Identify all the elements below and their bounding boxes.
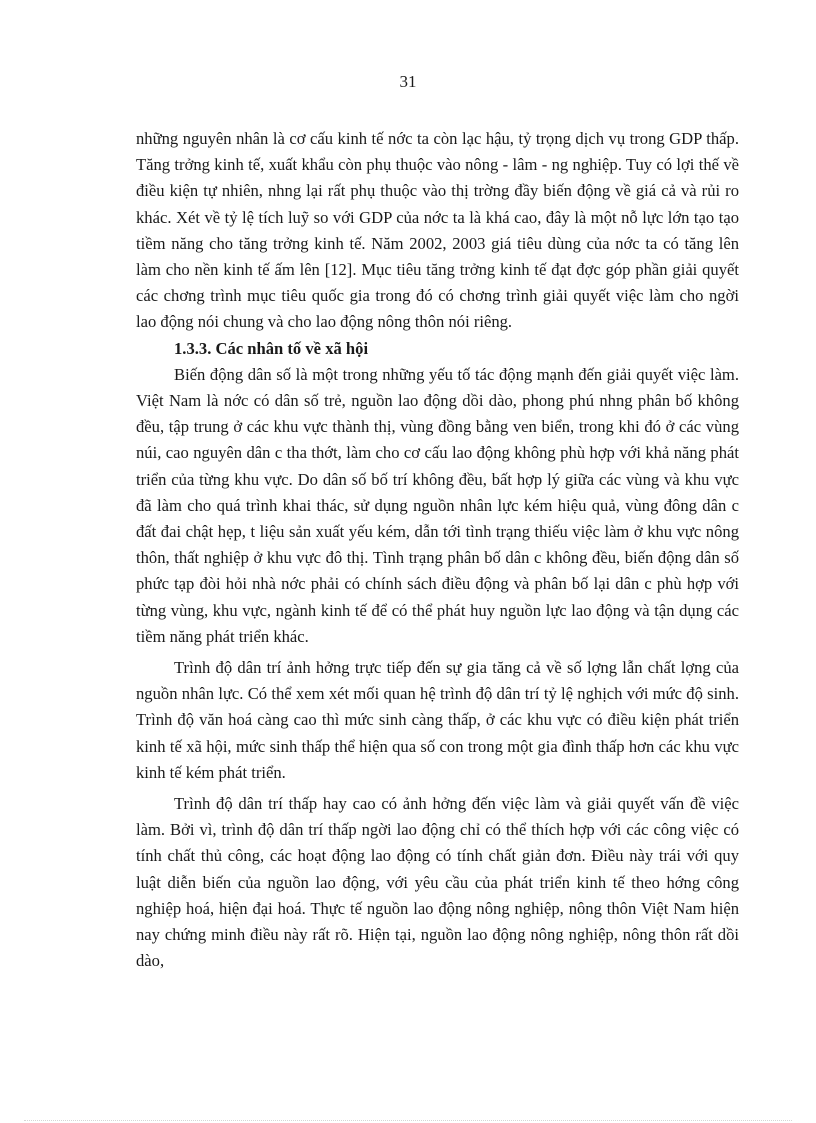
paragraph-education-level: Trình độ dân trí ảnh hởng trực tiếp đến sự gia tăng cả về số lợng lẫn chất lợng của nguồn nhân lực. Có thể xem xét mối quan hệ trình độ dân trí tỷ lệ nghịch với mức độ sinh. Trình độ văn hoá càng cao thì mức sinh càng thấp, ở các khu vực có điều kiện phát triển kinh tế xã hội, mức sinh thấp thể hiện qua số con trong một gia đình thấp hơn các khu vực kinh tế kém phát triển.: [136, 658, 739, 782]
paragraph-continuation: những nguyên nhân là cơ cấu kinh tế nớc ta còn lạc hậu, tỷ trọng dịch vụ trong GDP thấp. Tăng trởng kinh tế, xuất khẩu còn phụ thuộc vào nông - lâm - ng nghiệp. Tuy có lợi thế về điều kiện tự nhiên, nhng lại rất phụ thuộc vào thị trờng đầy biến động về giá cả và rủi ro khác. Xét về tỷ lệ tích luỹ so với GDP của nớc ta là khá cao, đây là một nỗ lực lớn tạo tạo tiềm năng cho tăng trởng kinh tế. Năm 2002, 2003 giá tiêu dùng của nớc ta có tăng lên làm cho nền kinh tế ấm lên [12]. Mục tiêu tăng trởng kinh tế đạt đợc góp phần giải quyết các chơng trình mục tiêu quốc gia trong đó có chơng trình giải quyết việc làm cho ngời lao động nói chung và cho lao động nông thôn nói riêng.: [136, 129, 739, 332]
document-body: [136, 126, 739, 975]
page-number: 31: [399, 72, 417, 91]
paragraph-education-employment: Trình độ dân trí thấp hay cao có ảnh hởng đến việc làm và giải quyết vấn đề việc làm. Bởi vì, trình độ dân trí thấp ngời lao động chỉ có thể thích hợp với các công việc có tính chất thủ công, các hoạt động lao động có tính chất giản đơn. Điều này trái với quy luật diễn biến của nguồn lao động, với yêu cầu của phát triển kinh tế theo hớng công nghiệp hoá, hiện đại hoá. Thực tế nguồn lao động nông nghiệp, nông thôn Việt Nam hiện nay chứng minh điều này rất rõ. Hiện tại, nguồn lao động nông nghiệp, nông thôn rất dồi dào,: [136, 794, 739, 971]
page-bottom-rule: [24, 1120, 792, 1121]
section-heading: 1.3.3. Các nhân tố về xã hội: [174, 338, 369, 358]
paragraph-population: Biến động dân số là một trong những yếu tố tác động mạnh đến giải quyết việc làm. Việt Nam là nớc có dân số trẻ, nguồn lao động dồi dào, phong phú nhng phân bố không đều, tập trung ở các khu vực thành thị, vùng đồng bằng ven biển, trong khi đó ở các vùng núi, cao nguyên dân c tha thớt, làm cho cơ cấu lao động không phù hợp với khả năng phát triển của từng khu vực. Do dân số bố trí không đều, bất hợp lý giữa các vùng và khu vực đã làm cho quá trình khai thác, sử dụng nguồn nhân lực kém hiệu quả, vùng đông dân c đất đai chật hẹp, t liệu sản xuất yếu kém, dẫn tới tình trạng thiếu việc làm ở khu vực nông thôn, thất nghiệp ở khu vực đô thị. Tình trạng phân bố dân c không đều, biến động dân số phức tạp đòi hỏi nhà nớc phải có chính sách điều động và phân bố lại dân c phù hợp với từng vùng, khu vực, ngành kinh tế để có thể phát huy nguồn lực lao động và tận dụng các tiềm năng phát triển khác.: [136, 364, 739, 646]
